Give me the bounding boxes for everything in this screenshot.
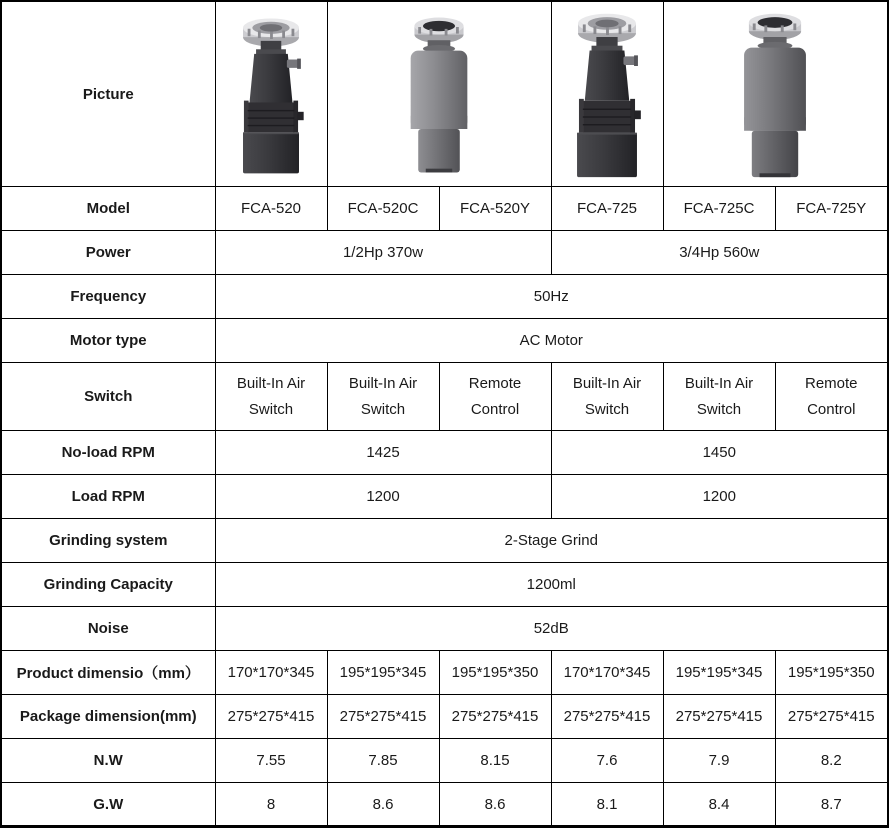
cell-product-dimension-2: 195*195*350 <box>439 651 551 695</box>
row-label-frequency: Frequency <box>1 275 215 319</box>
row-label-net-weight: N.W <box>1 739 215 783</box>
cell-switch-5: Remote Control <box>775 363 888 431</box>
picture-cell-fca-520 <box>215 1 327 187</box>
row-label-product-dimension: Product dimensio（mm） <box>1 651 215 695</box>
cell-model-2: FCA-520Y <box>439 187 551 231</box>
cell-no-load-rpm-520-series: 1425 <box>215 431 551 475</box>
cell-noise: 52dB <box>215 607 888 651</box>
row-gross-weight <box>1 783 888 827</box>
cell-model-1: FCA-520C <box>327 187 439 231</box>
cell-model-0: FCA-520 <box>215 187 327 231</box>
row-label-package-dimension: Package dimension(mm) <box>1 695 215 739</box>
row-label-gross-weight: G.W <box>1 783 215 827</box>
row-label-picture: Picture <box>1 1 215 187</box>
product-photo-fca-725 <box>557 8 657 182</box>
cell-grinding-capacity: 1200ml <box>215 563 888 607</box>
picture-cell-fca-520c-520y <box>327 1 551 187</box>
cell-power-725-series: 3/4Hp 560w <box>551 231 888 275</box>
row-label-model: Model <box>1 187 215 231</box>
cell-gross-weight-0: 8 <box>215 783 327 827</box>
row-power <box>1 231 888 275</box>
cell-net-weight-5: 8.2 <box>775 739 888 783</box>
cell-gross-weight-1: 8.6 <box>327 783 439 827</box>
row-grinding-system <box>1 519 888 563</box>
row-switch <box>1 363 888 431</box>
row-motor-type <box>1 319 888 363</box>
row-label-motor-type: Motor type <box>1 319 215 363</box>
row-label-grinding-system: Grinding system <box>1 519 215 563</box>
cell-net-weight-3: 7.6 <box>551 739 663 783</box>
picture-cell-fca-725 <box>551 1 663 187</box>
cell-grinding-system: 2-Stage Grind <box>215 519 888 563</box>
cell-product-dimension-3: 170*170*345 <box>551 651 663 695</box>
cell-package-dimension-1: 275*275*415 <box>327 695 439 739</box>
cell-net-weight-2: 8.15 <box>439 739 551 783</box>
cell-net-weight-1: 7.85 <box>327 739 439 783</box>
cell-package-dimension-5: 275*275*415 <box>775 695 888 739</box>
row-load-rpm <box>1 475 888 519</box>
cell-switch-0: Built-In Air Switch <box>215 363 327 431</box>
cell-package-dimension-3: 275*275*415 <box>551 695 663 739</box>
row-grinding-capacity <box>1 563 888 607</box>
cell-switch-3: Built-In Air Switch <box>551 363 663 431</box>
row-label-noise: Noise <box>1 607 215 651</box>
product-photo-fca-520c-520y <box>377 10 501 180</box>
cell-package-dimension-4: 275*275*415 <box>663 695 775 739</box>
cell-no-load-rpm-725-series: 1450 <box>551 431 888 475</box>
cell-gross-weight-4: 8.4 <box>663 783 775 827</box>
cell-power-520-series: 1/2Hp 370w <box>215 231 551 275</box>
cell-gross-weight-5: 8.7 <box>775 783 888 827</box>
cell-product-dimension-0: 170*170*345 <box>215 651 327 695</box>
cell-product-dimension-5: 195*195*350 <box>775 651 888 695</box>
row-package-dimension <box>1 695 888 739</box>
row-label-power: Power <box>1 231 215 275</box>
row-label-switch: Switch <box>1 363 215 431</box>
cell-model-5: FCA-725Y <box>775 187 888 231</box>
cell-package-dimension-2: 275*275*415 <box>439 695 551 739</box>
cell-frequency: 50Hz <box>215 275 888 319</box>
product-photo-fca-520 <box>224 11 318 179</box>
cell-model-3: FCA-725 <box>551 187 663 231</box>
row-label-grinding-capacity: Grinding Capacity <box>1 563 215 607</box>
cell-net-weight-4: 7.9 <box>663 739 775 783</box>
row-frequency <box>1 275 888 319</box>
cell-product-dimension-4: 195*195*345 <box>663 651 775 695</box>
row-label-load-rpm: Load RPM <box>1 475 215 519</box>
cell-motor-type: AC Motor <box>215 319 888 363</box>
cell-load-rpm-520-series: 1200 <box>215 475 551 519</box>
cell-switch-2: Remote Control <box>439 363 551 431</box>
cell-switch-1: Built-In Air Switch <box>327 363 439 431</box>
product-photo-fca-725c-725y <box>711 8 839 182</box>
row-no-load-rpm <box>1 431 888 475</box>
row-net-weight <box>1 739 888 783</box>
cell-gross-weight-3: 8.1 <box>551 783 663 827</box>
row-product-dimension <box>1 651 888 695</box>
cell-package-dimension-0: 275*275*415 <box>215 695 327 739</box>
row-noise <box>1 607 888 651</box>
row-picture <box>1 1 888 187</box>
cell-load-rpm-725-series: 1200 <box>551 475 888 519</box>
row-label-no-load-rpm: No-load RPM <box>1 431 215 475</box>
cell-model-4: FCA-725C <box>663 187 775 231</box>
cell-net-weight-0: 7.55 <box>215 739 327 783</box>
cell-product-dimension-1: 195*195*345 <box>327 651 439 695</box>
row-model <box>1 187 888 231</box>
picture-cell-fca-725c-725y <box>663 1 888 187</box>
cell-gross-weight-2: 8.6 <box>439 783 551 827</box>
cell-switch-4: Built-In Air Switch <box>663 363 775 431</box>
